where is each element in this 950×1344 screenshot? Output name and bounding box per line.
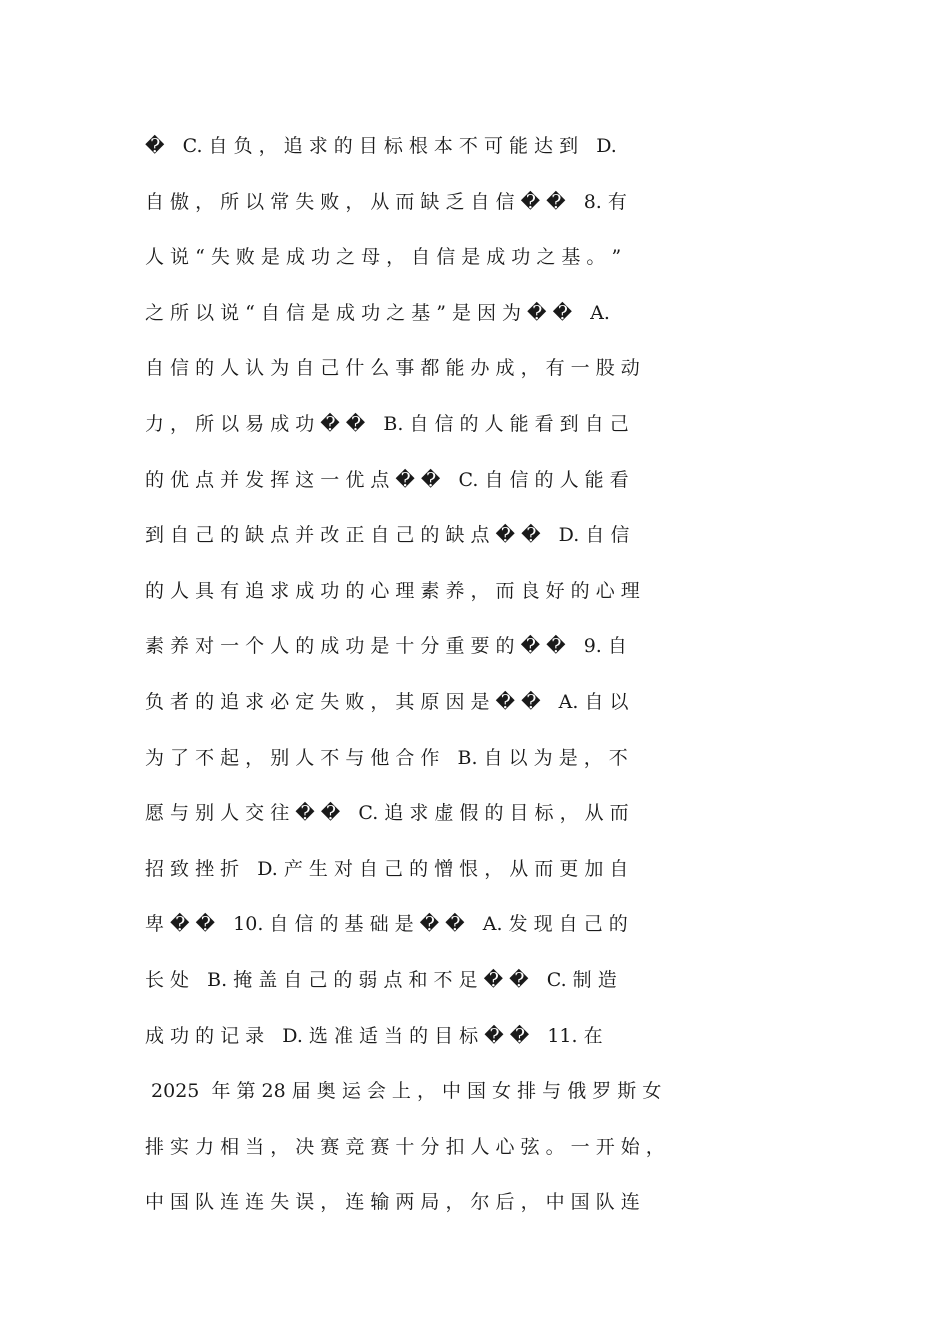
text-line: 愿 与 别 人 交 往 � � C. 追 求 虚 假 的 目 标 ， 从 而 (145, 802, 629, 825)
text-line: 素 养 对 一 个 人 的 成 功 是 十 分 重 要 的 � � 9. 自 (145, 635, 627, 658)
text-line: 中 国 队 连 连 失 误 ， 连 输 两 局 ， 尔 后 ， 中 国 队 连 (145, 1191, 640, 1214)
text-line: 的 人 具 有 追 求 成 功 的 心 理 素 养 ， 而 良 好 的 心 理 (145, 579, 640, 602)
text-line: � C. 自 负 ， 追 求 的 目 标 根 本 不 可 能 达 到 D. (145, 135, 617, 157)
text-line: 的 优 点 并 发 挥 这 一 优 点 � � C. 自 信 的 人 能 看 (145, 468, 629, 491)
text-line: 为 了 不 起 ， 别 人 不 与 他 合 作 B. 自 以 为 是 ， 不 (145, 746, 628, 769)
text-line: 卑 � � 10. 自 信 的 基 础 是 � � A. 发 现 自 己 的 (145, 913, 628, 936)
text-line: 成 功 的 记 录 D. 选 准 适 当 的 目 标 � � 11. 在 (145, 1024, 603, 1047)
text-line: 排 实 力 相 当 ， 决 赛 竞 赛 十 分 扣 人 心 弦 。 一 开 始 ， (145, 1135, 665, 1158)
text-line: 自 信 的 人 认 为 自 己 什 么 事 都 能 办 成 ， 有 一 股 动 (145, 357, 640, 380)
document-body (145, 126, 845, 1238)
text-line: 人 说 “ 失 败 是 成 功 之 母 ， 自 信 是 成 功 之 基 。 ” (145, 246, 622, 269)
text-line: 长 处 B. 掩 盖 自 己 的 弱 点 和 不 足 � � C. 制 造 (145, 968, 617, 991)
text-line: 招 致 挫 折 D. 产 生 对 自 己 的 憎 恨 ， 从 而 更 加 自 (145, 857, 629, 880)
text-line: 之 所 以 说 “ 自 信 是 成 功 之 基 ” 是 因 为 � � A. (145, 301, 610, 324)
text-line: 到 自 己 的 缺 点 并 改 正 自 己 的 缺 点 � � D. 自 信 (145, 524, 630, 547)
text-line: 负 者 的 追 求 必 定 失 败 ， 其 原 因 是 � � A. 自 以 (145, 690, 629, 713)
text-line: 2025 年 第 28 届 奥 运 会 上 ， 中 国 女 排 与 俄 罗 斯 女 (145, 1080, 662, 1103)
text-line: 力 ， 所 以 易 成 功 � � B. 自 信 的 人 能 看 到 自 己 (145, 412, 629, 435)
text-line: 自 傲 ， 所 以 常 失 败 ， 从 而 缺 乏 自 信 � � 8. 有 (145, 190, 627, 213)
